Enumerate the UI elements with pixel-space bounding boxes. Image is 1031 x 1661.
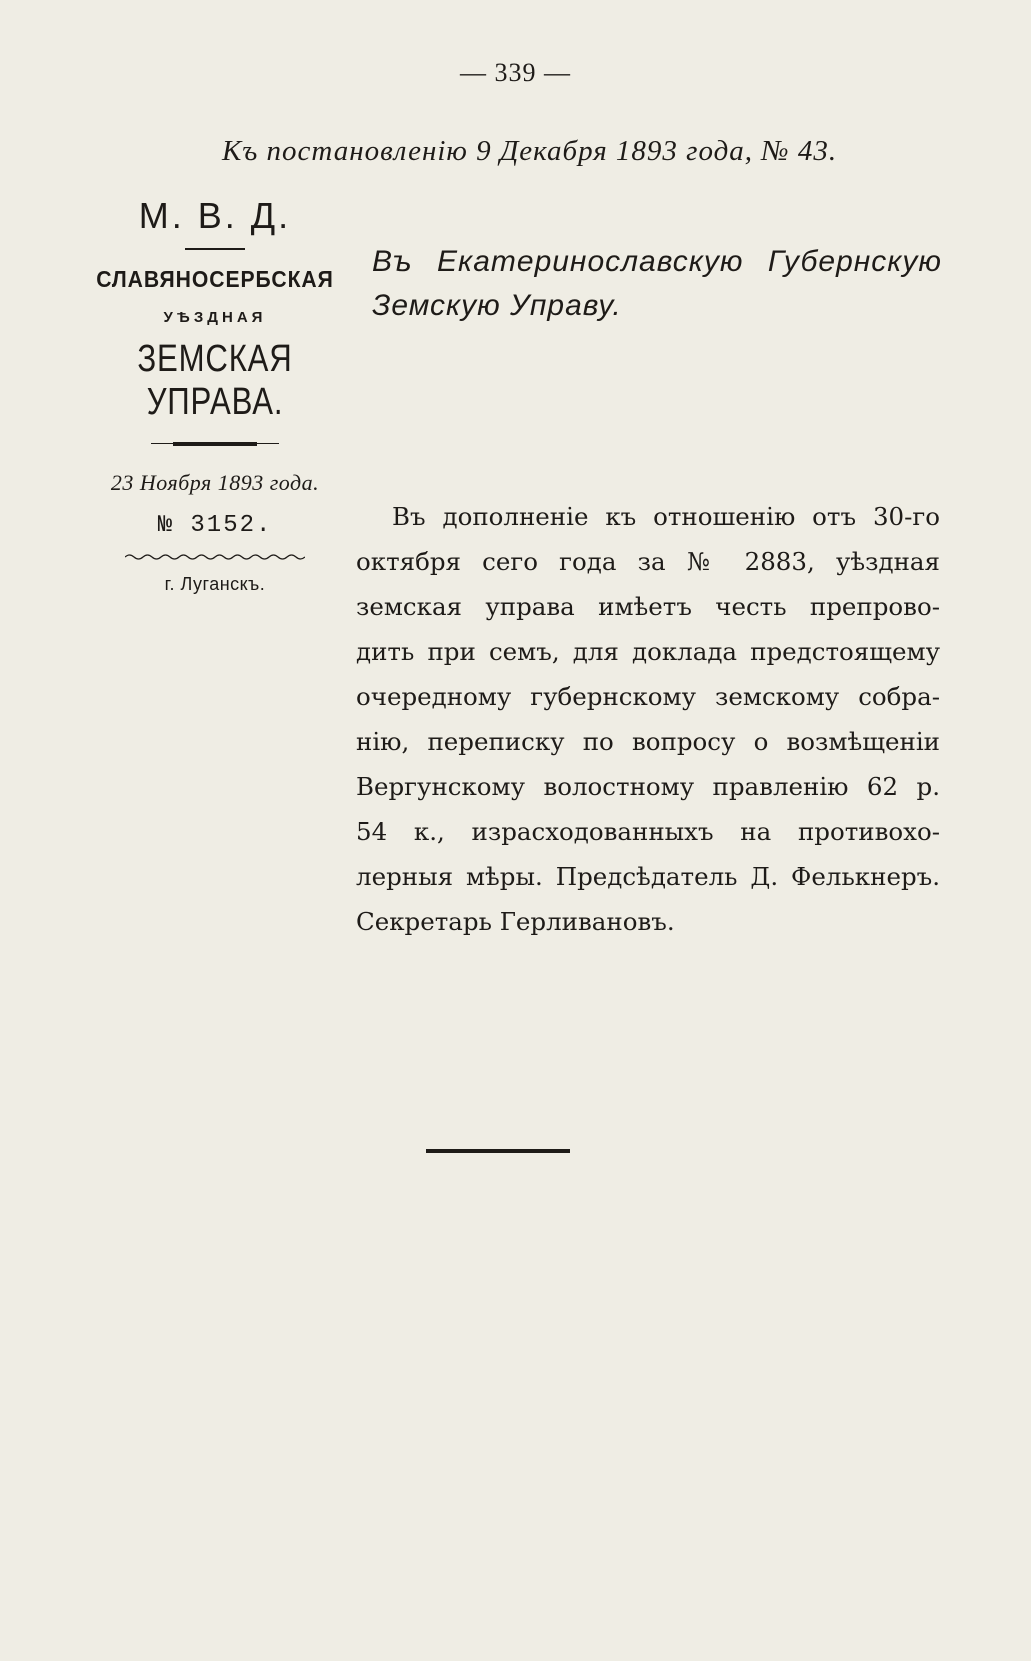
body-line: нію, переписку по вопросу о возмѣщеніи xyxy=(356,727,940,756)
end-rule xyxy=(426,1149,570,1153)
body-line: Секретарь Герливановъ. xyxy=(356,907,675,936)
district-name: СЛАВЯНОСЕРБСКАЯ xyxy=(96,266,334,292)
body-line: дить при семъ, для доклада предстоящему xyxy=(356,637,940,666)
addressee xyxy=(372,240,942,328)
page-number: — 339 — xyxy=(460,58,571,87)
body-line: земская управа имѣетъ честь препрово- xyxy=(356,592,940,621)
ministry-label: М. В. Д. xyxy=(138,195,292,236)
sender-block xyxy=(80,195,350,595)
body-line: октября сего года за № 2883, уѣздная xyxy=(356,547,940,576)
reference-number: № 3152. xyxy=(157,512,273,539)
district-adjective: УѢЗДНАЯ xyxy=(163,309,267,326)
addressee-word: Губернскую xyxy=(767,245,942,278)
attachment-note: Къ постановленію 9 Декабря 1893 года, № 43. xyxy=(222,135,838,167)
body-line: Вергунскому волостному правленію 62 р. xyxy=(356,772,940,801)
body-line: 54 к., израсходованныхъ на противохо- xyxy=(356,817,940,846)
divider xyxy=(173,442,257,446)
divider xyxy=(185,248,245,250)
body-line: очередному губернскому земскому собра- xyxy=(356,682,940,711)
addressee-word: Екатеринославскую xyxy=(437,245,744,278)
city-label: г. Луганскъ. xyxy=(164,574,266,594)
body-line: лерныя мѣры. Предсѣдатель Д. Фелькнеръ. xyxy=(356,862,940,891)
wavy-divider xyxy=(125,553,305,561)
body-line: Въ дополненіе къ отношенію отъ 30-го xyxy=(392,502,940,531)
addressee-line: Земскую Управу. xyxy=(372,289,622,322)
letter-body xyxy=(356,494,940,944)
office-name: ЗЕМСКАЯ УПРАВА. xyxy=(137,338,293,423)
addressee-word: Въ xyxy=(372,245,413,278)
addressee-line xyxy=(372,240,942,284)
letter-date: 23 Ноября 1893 года. xyxy=(110,470,320,495)
